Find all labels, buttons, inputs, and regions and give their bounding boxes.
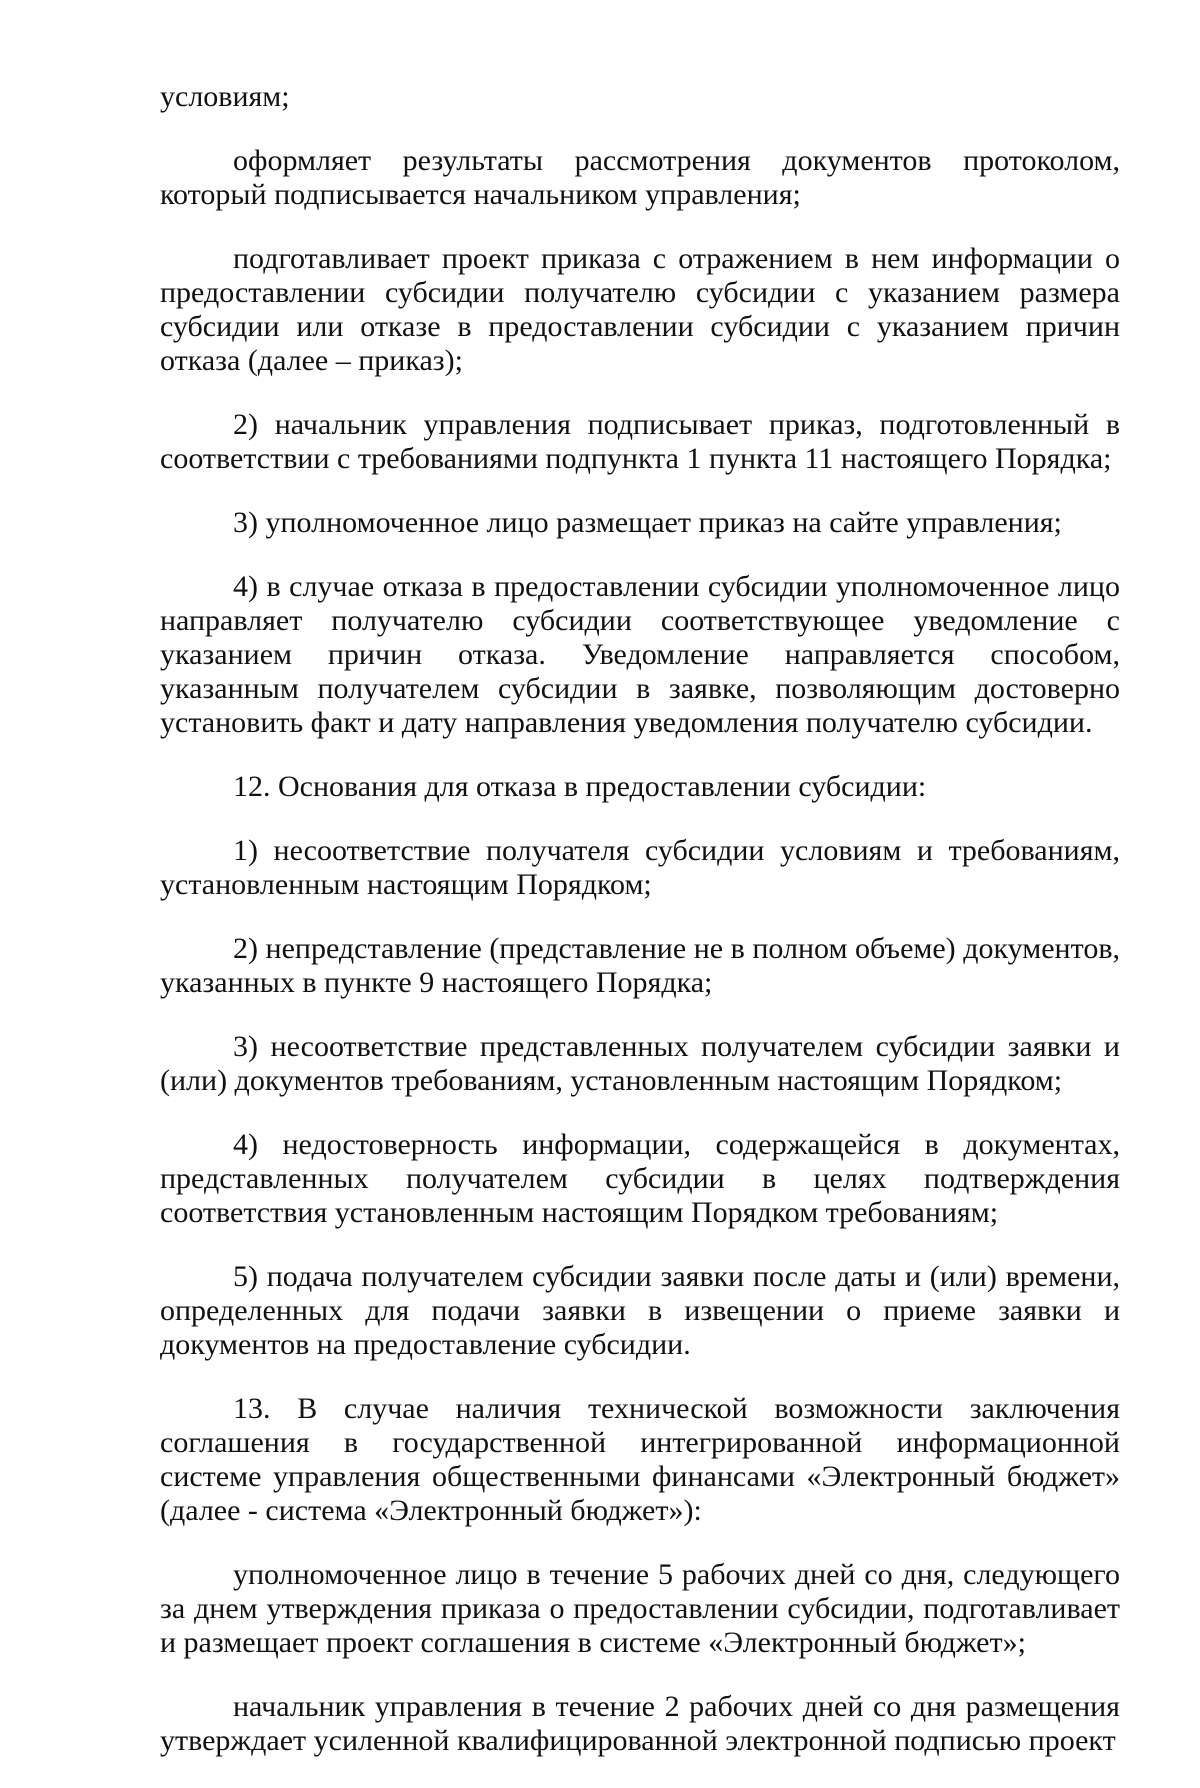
paragraph-refusal-reason-2: 2) непредставление (представление не в полном объеме) документов, указанных в пункте 9 настоящего Порядка; [160, 932, 1120, 999]
paragraph-item-2-sign-order: 2) начальник управления подписывает приказ, подготовленный в соответствии с требованиями подпункта 1 пункта 11 настоящего Порядка; [160, 408, 1120, 475]
paragraph-section-13-electronic-budget: 13. В случае наличия технической возможности заключения соглашения в государственной интегрированной информационной системе управления общественными финансами «Электронный бюджет» (далее - система «Электронный бюджет»): [160, 1392, 1120, 1527]
paragraph-item-4-refusal-notice: 4) в случае отказа в предоставлении субсидии уполномоченное лицо направляет получателю субсидии соответствующее уведомление с указанием причин отказа. Уведомление направляется способом, указанным получателем субсидии в заявке, позволяющим достоверно установить факт и дату направления уведомления получателю субсидии. [160, 570, 1120, 739]
paragraph-refusal-reason-3: 3) несоответствие представленных получателем субсидии заявки и (или) документов требованиям, установленным настоящим Порядком; [160, 1030, 1120, 1097]
paragraph-section-12-heading: 12. Основания для отказа в предоставлении субсидии: [233, 770, 927, 803]
document-page [160, 80, 1120, 1788]
paragraph-item-3-publish-order: 3) уполномоченное лицо размещает приказ на сайте управления; [233, 506, 1062, 539]
paragraph-refusal-reason-1: 1) несоответствие получателя субсидии условиям и требованиям, установленным настоящим Порядком; [160, 834, 1120, 901]
paragraph-draft-order: подготавливает проект приказа с отражением в нем информации о предоставлении субсидии получателю субсидии с указанием размера субсидии или отказе в предоставлении субсидии с указанием причин отказа (далее – приказ); [160, 242, 1120, 377]
paragraph-conditions-end: условиям; [160, 80, 290, 113]
paragraph-draft-agreement: уполномоченное лицо в течение 5 рабочих дней со дня, следующего за днем утверждения приказа о предоставлении субсидии, подготавливает и размещает проект соглашения в системе «Электронный бюджет»; [160, 1558, 1120, 1659]
paragraph-refusal-reason-5: 5) подача получателем субсидии заявки после даты и (или) времени, определенных для подачи заявки в извещении о приеме заявки и документов на предоставление субсидии. [160, 1260, 1120, 1361]
paragraph-protocol: оформляет результаты рассмотрения документов протоколом, который подписывается начальником управления; [160, 144, 1120, 211]
paragraph-approve-agreement: начальник управления в течение 2 рабочих дней со дня размещения утверждает усиленной квалифицированной электронной подписью проект [160, 1690, 1120, 1757]
paragraph-refusal-reason-4: 4) недостоверность информации, содержащейся в документах, представленных получателем субсидии в целях подтверждения соответствия установленным настоящим Порядком требованиям; [160, 1128, 1120, 1229]
